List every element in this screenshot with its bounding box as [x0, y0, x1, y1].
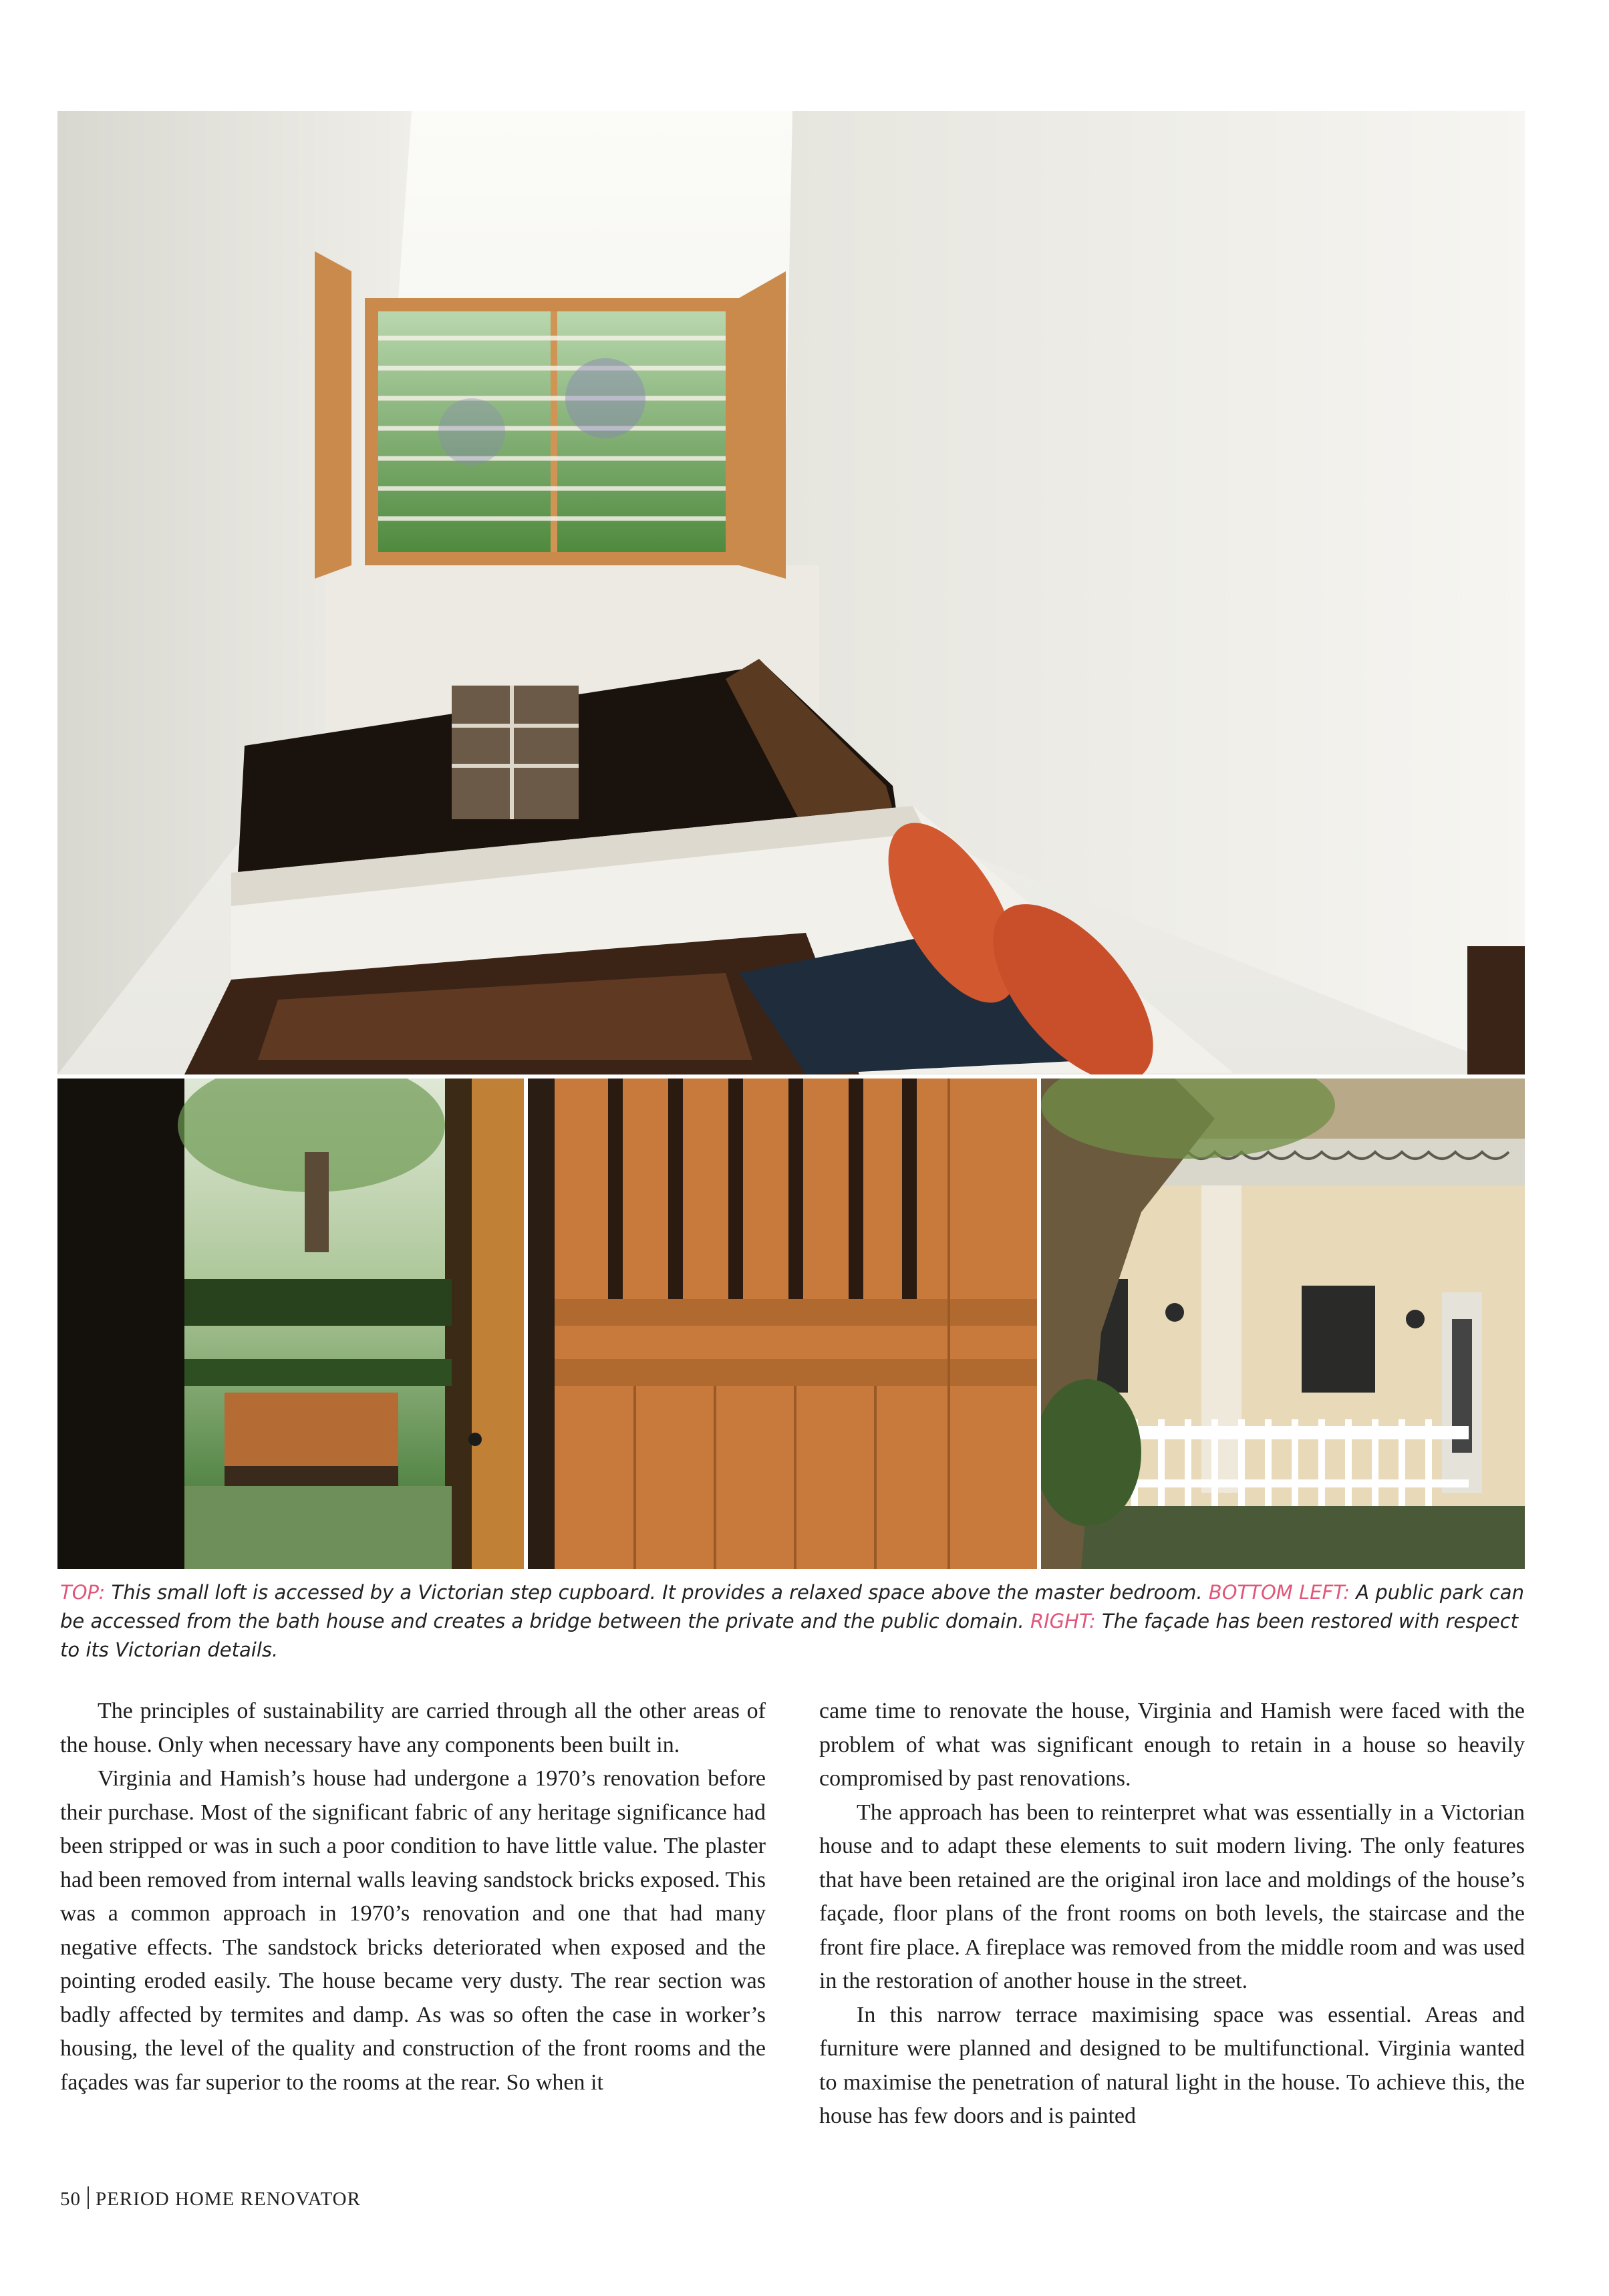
body-column-left [60, 1695, 766, 2100]
body-paragraph: The principles of sustainability are carried through all the other areas of the house. Only when necessary have any components been built in. [60, 1699, 766, 1757]
caption-text-bottom-left: A public park can be accessed from the bath house and creates a bridge between the private and the public domain. [60, 1581, 1524, 1632]
publication-name: PERIOD HOME RENOVATOR [96, 2188, 361, 2210]
body-paragraph: Virginia and Hamish’s house had undergone a 1970’s renovation before their purchase. Most of the significant fabric of any heritage significance had been stripped or was in such a poor condition to have little value. The plaster had been removed from internal walls leaving sandstock bricks exposed. This was a common approach in 1970’s renovation and one that had many negative effects. The sandstock bricks deteriorated when exposed and the pointing eroded easily. The house became very dusty. The rear section was badly affected by termites and damp. As was so often the case in worker’s housing, the level of the quality and construction of the front rooms and the façades was far superior to the rooms at the rear. So when it [60, 1766, 766, 2095]
caption-text-top: This small loft is accessed by a Victorian step cupboard. It provides a relaxed space above the master bedroom. [105, 1581, 1209, 1604]
photo-caption [60, 1578, 1527, 1665]
body-paragraph: came time to renovate the house, Virginia and Hamish were faced with the problem of what was significant enough to retain in a house so heavily compromised by past renovations. [819, 1699, 1525, 1791]
page-folio [60, 2186, 361, 2210]
timber-screen-photo [528, 1079, 1037, 1569]
body-paragraph: The approach has been to reinterpret what was essentially in a Victorian house and to adapt these elements to suit modern living. The only features that have been retained are the original iron lace and moldings of the house’s façade, floor plans of the front rooms on both levels, the staircase and the front fire place. A fireplace was removed from the middle room and was used in the restoration of another house in the street. [819, 1800, 1525, 1993]
facade-photo [1041, 1079, 1525, 1569]
caption-label-right: RIGHT: [1030, 1610, 1096, 1632]
body-paragraph: In this narrow terrace maximising space was essential. Areas and furniture were planned and designed to be multifunctional. Virginia wanted to maximise the penetration of natural light in the house. To achieve this, the house has few doors and is painted [819, 2002, 1525, 2128]
body-column-right [819, 1695, 1525, 2134]
caption-label-top: TOP: [60, 1581, 106, 1604]
park-view-photo [57, 1079, 524, 1569]
caption-label-bottom-left: BOTTOM LEFT: [1208, 1581, 1350, 1604]
caption-text-right: The façade has been restored with respect to its Victorian details. [60, 1610, 1519, 1661]
page-number: 50 [60, 2188, 81, 2210]
loft-photo [57, 111, 1525, 1074]
folio-divider [88, 2186, 89, 2209]
